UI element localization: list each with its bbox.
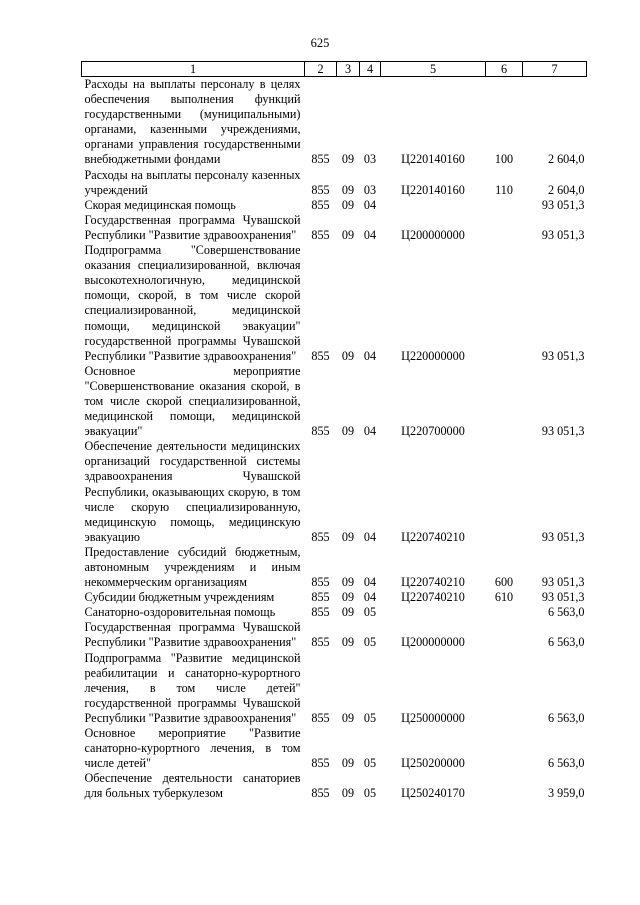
row-name-cell: Государственная программа Чувашской Республики "Развитие здравоохранения"	[84, 620, 301, 650]
header-col-7: 7	[523, 62, 587, 77]
header-col-3: 3	[337, 62, 360, 77]
row-amount-cell: 93 051,3	[541, 348, 585, 363]
row-admin-code-cell: 855	[311, 424, 330, 439]
row-section-cell: 09	[341, 710, 355, 725]
row-expense-type-cell	[486, 213, 523, 243]
row-subsection-cell: 04	[363, 227, 377, 242]
row-target-article-cell: Ц220140160	[401, 182, 465, 197]
row-subsection-cell: 04	[363, 529, 377, 544]
table-body	[82, 77, 587, 802]
table-row	[82, 771, 587, 801]
row-target-article-cell: Ц250000000	[401, 710, 465, 725]
table-row	[82, 590, 587, 605]
row-name-cell: Подпрограмма "Совершенствование оказания специализированной, включая высокотехнологичную, медицинской помощи, скорой, в том числе скорой специализированной, медицинской помощи, медицинской эвакуации" государственной программы Чувашской Республики "Развитие здравоохранения"	[84, 243, 301, 363]
row-amount-cell: 2 604,0	[547, 152, 585, 167]
row-subsection-cell: 04	[363, 424, 377, 439]
row-amount-cell: 6 563,0	[547, 635, 585, 650]
row-expense-type-cell	[486, 439, 523, 545]
row-section-cell: 09	[341, 227, 355, 242]
row-name-cell: Субсидии бюджетным учреждениям	[84, 590, 275, 605]
table-row	[82, 243, 587, 364]
row-amount-cell: 3 959,0	[547, 786, 585, 801]
row-name-cell: Государственная программа Чувашской Республики "Развитие здравоохранения"	[84, 212, 301, 242]
row-admin-code-cell: 855	[311, 635, 330, 650]
table-row	[82, 77, 587, 168]
row-section-cell: 09	[341, 152, 355, 167]
table-row	[82, 198, 587, 213]
header-col-4: 4	[360, 62, 381, 77]
row-target-article-cell: Ц200000000	[401, 227, 465, 242]
row-expense-type-cell	[486, 726, 523, 771]
row-target-article-cell: Ц250240170	[401, 786, 465, 801]
row-section-cell: 09	[341, 575, 355, 590]
row-admin-code-cell: 855	[311, 590, 330, 605]
row-amount-cell: 93 051,3	[541, 575, 585, 590]
row-target-article-cell: Ц200000000	[401, 635, 465, 650]
header-col-2: 2	[305, 62, 337, 77]
row-name-cell: Обеспечение деятельности медицинских организаций государственной системы здравоохранения Чувашской Республики, оказывающих скорую, в том числе скорую специализированную, медицинскую помощь, медицинскую эвакуацию	[84, 439, 301, 544]
row-name-cell: Расходы на выплаты персоналу в целях обеспечения выполнения функций государственными (муниципальными) органами, казенными учреждениями, органами управления государственными внебюджетными фондами	[84, 77, 301, 167]
row-amount-cell: 93 051,3	[541, 590, 585, 605]
row-name-cell: Обеспечение деятельности санаториев для больных туберкулезом	[84, 771, 301, 801]
row-section-cell: 09	[341, 756, 355, 771]
row-target-article-cell: Ц220740210	[401, 590, 465, 605]
table-row	[82, 364, 587, 439]
row-amount-cell: 93 051,3	[541, 227, 585, 242]
row-name-cell: Расходы на выплаты персоналу казенных учреждений	[84, 167, 301, 197]
table-row	[82, 605, 587, 620]
row-section-cell: 09	[341, 529, 355, 544]
row-section-cell: 09	[341, 590, 355, 605]
row-target-article-cell	[381, 605, 486, 620]
header-col-1: 1	[82, 62, 305, 77]
row-section-cell: 09	[341, 197, 355, 212]
row-name-cell: Подпрограмма "Развитие медицинской реабилитации и санаторно-курортного лечения, в том числе детей" государственной программы Чувашской Республики "Развитие здравоохранения"	[84, 650, 301, 725]
header-col-6: 6	[486, 62, 523, 77]
row-admin-code-cell: 855	[311, 227, 330, 242]
row-admin-code-cell: 855	[311, 348, 330, 363]
row-admin-code-cell: 855	[311, 529, 330, 544]
row-subsection-cell: 03	[363, 182, 377, 197]
row-admin-code-cell: 855	[311, 197, 330, 212]
row-expense-type-cell: 100	[494, 152, 514, 167]
row-subsection-cell: 05	[363, 710, 377, 725]
row-section-cell: 09	[341, 786, 355, 801]
row-section-cell: 09	[341, 182, 355, 197]
row-subsection-cell: 05	[363, 635, 377, 650]
row-admin-code-cell: 855	[311, 182, 330, 197]
row-section-cell: 09	[341, 635, 355, 650]
row-expense-type-cell: 610	[494, 590, 514, 605]
row-target-article-cell: Ц220000000	[401, 348, 465, 363]
row-admin-code-cell: 855	[311, 605, 330, 620]
table-header	[82, 62, 587, 77]
header-row	[82, 62, 587, 77]
row-section-cell: 09	[341, 424, 355, 439]
row-amount-cell: 93 051,3	[541, 424, 585, 439]
row-expense-type-cell	[486, 364, 523, 439]
row-subsection-cell: 04	[363, 575, 377, 590]
row-subsection-cell: 04	[363, 590, 377, 605]
row-expense-type-cell	[486, 243, 523, 364]
row-amount-cell: 6 563,0	[547, 756, 585, 771]
row-subsection-cell: 04	[363, 348, 377, 363]
row-amount-cell: 6 563,0	[547, 605, 585, 620]
row-subsection-cell: 04	[363, 197, 377, 212]
row-target-article-cell: Ц220140160	[401, 152, 465, 167]
row-expense-type-cell: 600	[494, 575, 514, 590]
row-section-cell: 09	[341, 605, 355, 620]
budget-table	[81, 61, 587, 802]
row-section-cell: 09	[341, 348, 355, 363]
row-target-article-cell: Ц220700000	[401, 424, 465, 439]
table-row	[82, 168, 587, 198]
page-number: 625	[310, 36, 330, 50]
table-row	[82, 213, 587, 243]
row-amount-cell: 6 563,0	[547, 710, 585, 725]
row-target-article-cell: Ц220740210	[401, 529, 465, 544]
row-admin-code-cell: 855	[311, 756, 330, 771]
row-name-cell: Основное мероприятие "Совершенствование оказания скорой, в том числе скорой специализированной, медицинской помощи, медицинской эвакуации"	[84, 363, 301, 439]
row-admin-code-cell: 855	[311, 710, 330, 725]
row-name-cell: Предоставление субсидий бюджетным, автономным учреждениям и иным некоммерческим организациям	[84, 544, 301, 590]
row-target-article-cell: Ц220740210	[401, 575, 465, 590]
header-col-5: 5	[381, 62, 486, 77]
table-row	[82, 439, 587, 545]
row-subsection-cell: 05	[363, 605, 377, 620]
row-name-cell: Скорая медицинская помощь	[84, 197, 236, 212]
row-target-article-cell	[381, 198, 486, 213]
row-name-cell: Санаторно-оздоровительная помощь	[84, 605, 276, 620]
row-subsection-cell: 05	[363, 756, 377, 771]
row-amount-cell: 93 051,3	[541, 529, 585, 544]
table-row	[82, 651, 587, 726]
row-target-article-cell: Ц250200000	[401, 756, 465, 771]
row-admin-code-cell: 855	[311, 152, 330, 167]
table-row	[82, 620, 587, 650]
row-expense-type-cell	[486, 651, 523, 726]
row-expense-type-cell	[486, 620, 523, 650]
row-expense-type-cell	[486, 198, 523, 213]
table-row	[82, 726, 587, 771]
row-subsection-cell: 03	[363, 152, 377, 167]
row-amount-cell: 2 604,0	[547, 182, 585, 197]
row-expense-type-cell: 110	[495, 182, 513, 197]
row-amount-cell: 93 051,3	[541, 197, 585, 212]
table-row	[82, 545, 587, 590]
row-subsection-cell: 05	[363, 786, 377, 801]
row-expense-type-cell	[486, 771, 523, 801]
row-admin-code-cell: 855	[311, 575, 330, 590]
row-name-cell: Основное мероприятие "Развитие санаторно-курортного лечения, в том числе детей"	[84, 726, 301, 771]
row-expense-type-cell	[486, 605, 523, 620]
row-admin-code-cell: 855	[311, 786, 330, 801]
